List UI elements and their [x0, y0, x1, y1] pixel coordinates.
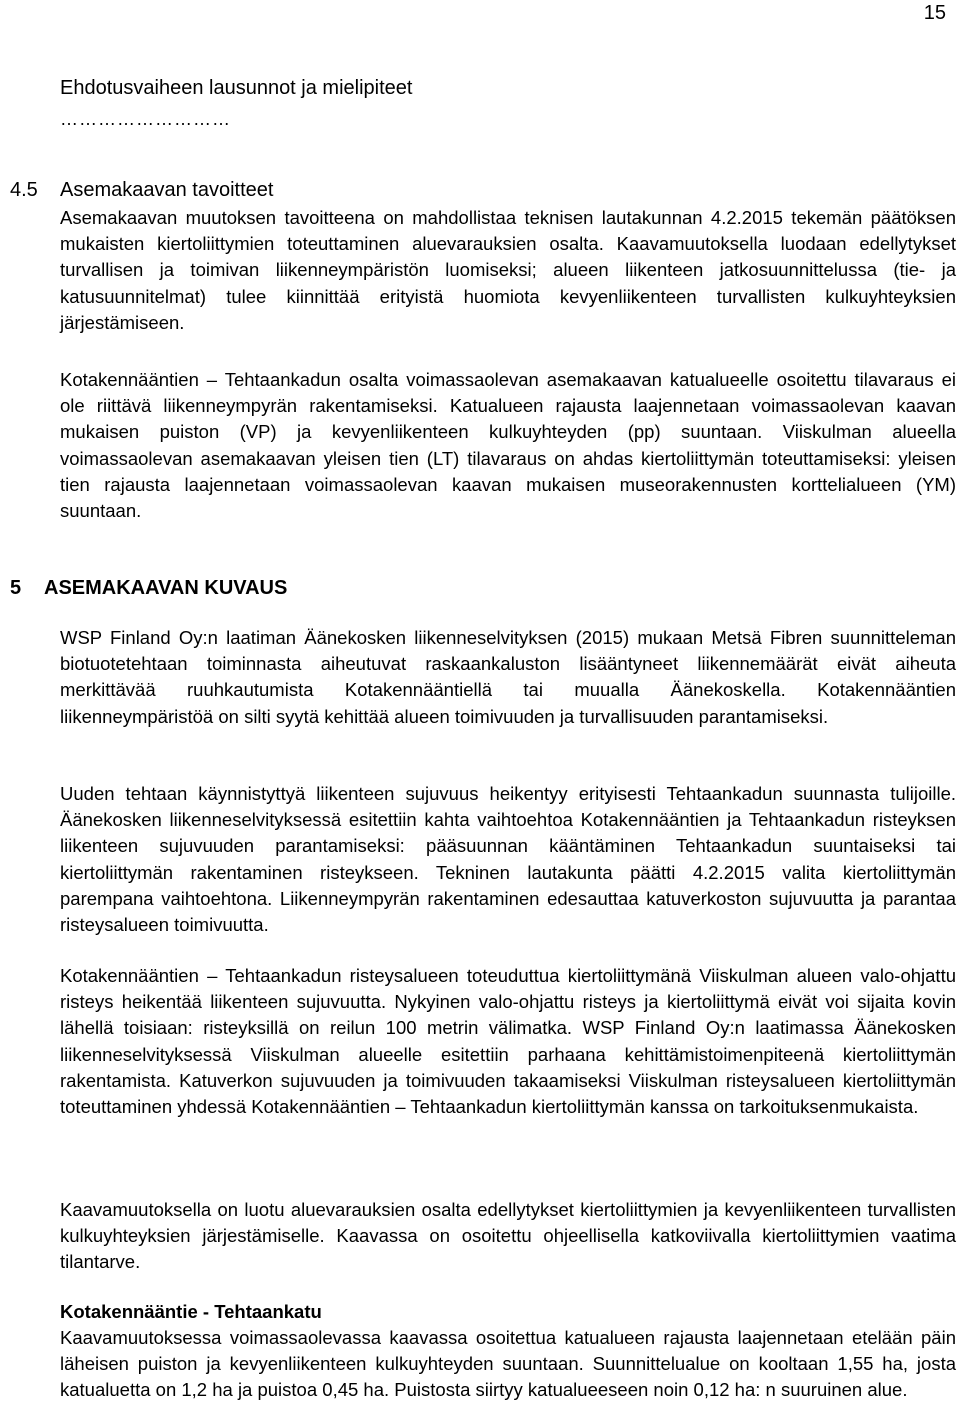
heading-number: 5	[10, 577, 22, 599]
page-number: 15	[923, 2, 946, 24]
ellipsis-placeholder: ………………………	[60, 109, 231, 129]
heading-4-5	[10, 178, 273, 202]
paragraph: Uuden tehtaan käynnistyttyä liikenteen sujuvuus heikentyy erityisesti Tehtaankadun suunnasta tulijoille. Äänekosken liikenneselvityksessä esitettiin kahta vaihtoehtoa Kotakennääntien ja Tehtaankadun risteyksen liikenteen sujuvuuden parantamiseksi: pääsuunnan kääntäminen Tehtaankadun suuntaiseksi tai kiertoliittymän rakentaminen risteykseen. Tekninen lautakunta päätti 4.2.2015 valita kiertoliittymän parempana vaihtoehtona. Liikenneympyrän rakentaminen edesauttaa katuverkoston sujuvuutta ja parantaa risteysalueen toimivuutta.	[60, 783, 956, 936]
section-title: Ehdotusvaiheen lausunnot ja mielipiteet	[60, 77, 413, 99]
paragraph: WSP Finland Oy:n laatiman Äänekosken liikenneselvityksen (2015) mukaan Metsä Fibren suunnitteleman biotuotetehtaan toiminnasta aiheutuvat raskaankaluston lisääntyneet liikennemäärät eivät aiheuta merkittävää ruuhkautumista Kotakennääntiellä tai muualla Äänekoskella. Kotakennääntien liikenneympäristöä on silti syytä kehittää alueen toimivuuden ja turvallisuuden parantamiseksi.	[60, 627, 956, 727]
heading-number: 4.5	[10, 179, 38, 201]
paragraph: Kaavamuutoksella on luotu aluevarauksien osalta edellytykset kiertoliittymien ja kevyenliikenteen turvallisten kulkuyhteyksien järjestämiselle. Kaavassa on osoitettu ohjeellisella katkoviivalla kiertoliittymien vaatima tilantarve.	[60, 1199, 956, 1273]
heading-title: Asemakaavan tavoitteet	[60, 179, 274, 201]
paragraph: Kotakennääntien – Tehtaankadun osalta voimassaolevan asemakaavan katualueelle osoitettu tilavaraus ei ole riittävä liikenneympyrän rakentamiseksi. Katualueen rajausta laajennetaan voimassaolevan kaavan mukaisen puiston (VP) ja kevyenliikenteen kulkuyhteyden (pp) suuntaan. Viiskulman alueella voimassaolevan asemakaavan yleisen tien (LT) tilavaraus on ahdas kiertoliittymän toteuttamiseksi: yleisen tien rajausta laajennetaan voimassaolevan kaavan mukaisen museorakennusten korttelialueen (YM) suuntaan.	[60, 369, 956, 522]
paragraph: Kaavamuutoksessa voimassaolevassa kaavassa osoitettua katualueen rajausta laajennetaan etelään päin läheisen puiston ja kevyenliikenteen kulkuyhteyden suuntaan. Suunnittelualue on kooltaan 1,55 ha, josta katualuetta on 1,2 ha ja puistoa 0,45 ha. Puistosta siirtyy katualueeseen noin 0,12 ha: n suuruinen alue.	[60, 1327, 956, 1401]
paragraph: Kotakennääntien – Tehtaankadun risteysalueen toteuduttua kiertoliittymänä Viiskulman alueen valo-ohjattu risteys heikentää liikenteen sujuvuutta. Nykyinen valo-ohjattu risteys ja kiertoliittymä eivät voi sijaita kovin lähellä toisiaan: risteyksillä on reilun 100 metrin välimatka. WSP Finland Oy:n laatimassa Äänekosken liikenneselvityksessä Viiskulman alueelle esitettiin parhaana kehittämistoimenpiteenä kiertoliittymän rakentamista. Katuverkon sujuvuuden ja toimivuuden takaamiseksi Viiskulman risteysalueen kiertoliittymän toteuttaminen yhdessä Kotakennääntien – Tehtaankadun kiertoliittymän kanssa on tarkoituksenmukaista.	[60, 965, 956, 1118]
heading-5	[10, 576, 287, 600]
subsection-title: Kotakennääntie - Tehtaankatu	[60, 1301, 322, 1322]
paragraph: Asemakaavan muutoksen tavoitteena on mahdollistaa teknisen lautakunnan 4.2.2015 tekemän päätöksen mukaisten kiertoliittymien toteuttaminen aluevarauksien osalta. Kaavamuutoksella luodaan edellytykset turvallisen ja toimivan liikenneympäristön luomiseksi; alueen liikenteen jatkosuunnittelussa (tie- ja katusuunnitelmat) tulee kiinnittää erityistä huomiota kevyenliikenteen turvallisten kulkuyhteyksien järjestämiseen.	[60, 207, 956, 333]
heading-title: ASEMAKAAVAN KUVAUS	[44, 577, 288, 599]
